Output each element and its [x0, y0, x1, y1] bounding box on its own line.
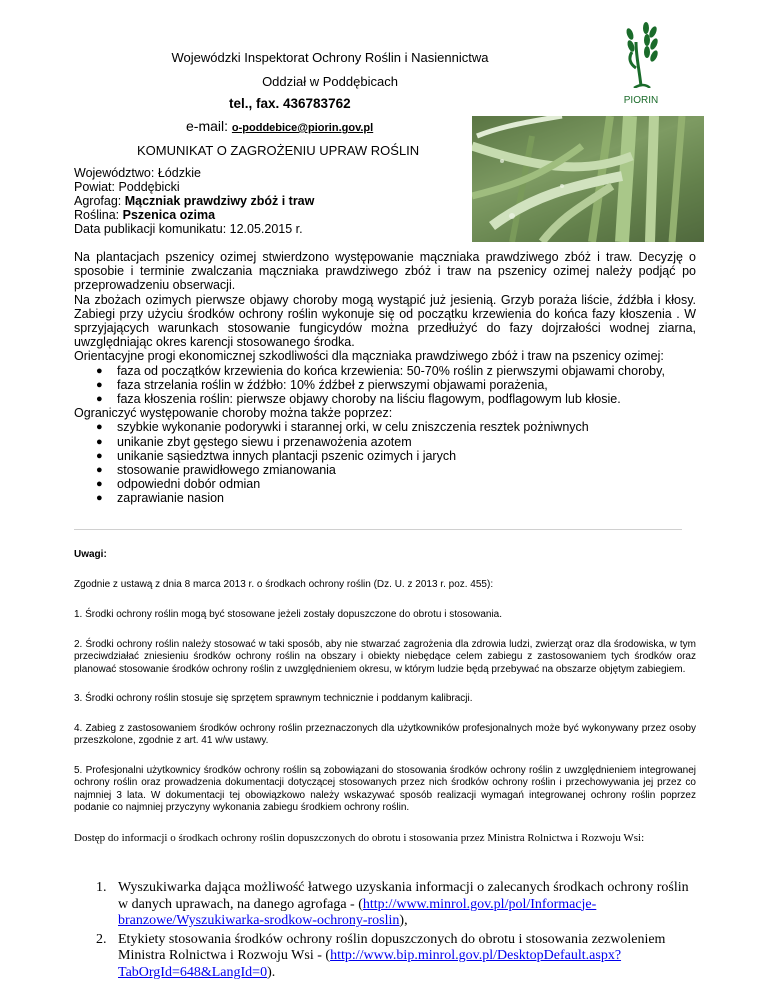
main-body [74, 250, 696, 506]
list-item-text: faza strzelania roślin w źdźbło: 10% źdźbeł z pierwszymi objawami porażenia, [117, 377, 548, 392]
reference-list [74, 880, 696, 981]
meta-region: Województwo: Łódzkie [74, 166, 201, 180]
meta-pest-label: Agrofag: [74, 194, 125, 208]
reference-number: 1. [96, 880, 107, 895]
note-3: 3. Środki ochrony roślin stosuje się sprzętem sprawnym technicznie i poddanym kalibracji. [74, 693, 473, 704]
list-item-text: odpowiedni dobór odmian [117, 477, 261, 492]
list-item-text: unikanie zbyt gęstego siewu i przenawożenia azotem [117, 434, 412, 449]
meta-county: Powiat: Poddębicki [74, 180, 180, 194]
bullet-icon: ● [96, 478, 103, 491]
wheat-photo [472, 116, 704, 242]
bullet-icon: ● [96, 421, 103, 434]
access-info: Dostęp do informacji o środkach ochrony roślin dopuszczonych do obrotu i stosowania przez Ministra Rolnictwa i Rozwoju Wsi: [74, 831, 645, 844]
threshold-list [74, 364, 696, 407]
reference-item [74, 932, 696, 982]
note-4: 4. Zabieg z zastosowaniem środków ochrony roślin przeznaczonych dla użytkowników profesjonalnych może być wykonywany przez osoby przeszkolone, zgodnie z art. 41 w/w ustawy. [74, 722, 696, 746]
page-title: KOMUNIKAT O ZAGROŻENIU UPRAW ROŚLIN [137, 143, 420, 158]
notes-section [74, 549, 696, 844]
bullet-icon: ● [96, 364, 103, 377]
paragraph-prevention: Ograniczyć występowanie choroby można także poprzez: [74, 406, 393, 421]
piorin-logo [606, 18, 676, 104]
bullet-icon: ● [96, 435, 103, 448]
org-name: Wojewódzki Inspektorat Ochrony Roślin i Nasiennictwa [171, 50, 489, 65]
email-label: e-mail: [186, 118, 229, 134]
notes-intro: Zgodnie z ustawą z dnia 8 marca 2013 r. o środkach ochrony roślin (Dz. U. z 2013 r. poz. 455): [74, 578, 494, 590]
list-item [74, 364, 696, 378]
prevention-list [74, 420, 696, 505]
email-link[interactable]: o-poddebice@piorin.gov.pl [231, 122, 374, 134]
reference-tail: ), [399, 913, 408, 928]
logo-text: PIORIN [623, 95, 659, 106]
reference-item [74, 880, 696, 930]
list-item [74, 392, 696, 406]
list-item [74, 378, 696, 392]
list-item [74, 491, 696, 505]
reference-link[interactable]: http://www.minrol.gov.pl/pol/Informacje-branzowe/Wyszukiwarka-srodkow-ochrony-roslin [118, 896, 597, 928]
reference-text: Etykiety stosowania środków ochrony roślin dopuszczonych do obrotu i stosowania zezwoleniem Ministra Rolnictwa i Rozwoju Wsi - ( [118, 931, 666, 963]
meta-crop [74, 208, 474, 222]
notes-heading: Uwagi: [74, 549, 107, 560]
list-item [74, 477, 696, 491]
reference-link[interactable]: http://www.bip.minrol.gov.pl/DesktopDefault.aspx?TabOrgId=648&LangId=0 [118, 948, 622, 980]
reference-tail: ). [267, 964, 276, 980]
list-item-text: szybkie wykonanie podorywki i starannej orki, w celu zniszczenia resztek pożniwnych [117, 420, 589, 435]
bullet-icon: ● [96, 492, 103, 505]
wheat-logo-icon [606, 18, 676, 88]
list-item [74, 435, 696, 449]
meta-pest-value: Mączniak prawdziwy zbóż i traw [124, 194, 315, 208]
wheat-leaves-image [472, 116, 704, 242]
meta-block [74, 166, 474, 236]
list-item-text: stosowanie prawidłowego zmianowania [117, 463, 336, 478]
section-divider [74, 529, 682, 530]
paragraph-thresholds: Orientacyjne progi ekonomicznej szkodliwości dla mączniaka prawdziwego zbóż i traw na pszenicy ozimej: [74, 349, 664, 364]
list-item-text: faza kłoszenia roślin: pierwsze objawy choroby na liściu flagowym, podflagowym lub kłosie. [117, 392, 621, 407]
list-item [74, 449, 696, 463]
email-line [186, 118, 373, 134]
org-phone: tel., fax. 436783762 [229, 96, 351, 111]
meta-pest [74, 194, 474, 208]
bullet-icon: ● [96, 378, 103, 391]
reference-number: 2. [96, 931, 107, 947]
paragraph-intro: Na plantacjach pszenicy ozimej stwierdzono występowanie mączniaka prawdziwego zbóż i traw. Decyzję o sposobie i terminie zwalczania mączniaka prawdziwego zbóż i traw na pszenicy ozimej należy podjąć po przeprowadzeniu obserwacji. [74, 250, 696, 293]
note-1: 1. Środki ochrony roślin mogą być stosowane jeżeli zostały dopuszczone do obrotu i stosowania. [74, 609, 503, 620]
bullet-icon: ● [96, 393, 103, 406]
note-5: 5. Profesjonalni użytkownicy środków ochrony roślin są zobowiązani do stosowania środków ochrony roślin z uwzględnieniem integrowanej ochrony roślin oraz prowadzenia dokumentacji dotyczącej stosowanych przez nich środków ochrony roślin i przechowywania jej przez co najmniej 3 lata. W dokumentacji tej obowiązkowo należy wskazywać sposób realizacji wymagań integrowanej ochrony roślin poprzez podanie co najmniej przyczyny wykonania zabiegu środkiem ochrony roślin. [74, 764, 696, 813]
note-2: 2. Środki ochrony roślin należy stosować w taki sposób, aby nie stwarzać zagrożenia dla zdrowia ludzi, zwierząt oraz dla środowiska, w tym przeciwdziałać zniesieniu środków ochrony roślin na obszary i obiekty niebędące celem zabiegu z zastosowaniem tych środków oraz planować stosowanie środków ochrony roślin z uwzględnieniem okresu, w którym ludzie będą przebywać na obszarze objętym zabiegiem. [74, 638, 696, 675]
bullet-icon: ● [96, 464, 103, 477]
list-item [74, 463, 696, 477]
list-item-text: faza od początków krzewienia do końca krzewienia: 50-70% roślin z pierwszymi objawami choroby, [117, 363, 665, 378]
list-item-text: unikanie sąsiedztwa innych plantacji pszenic ozimych i jarych [117, 448, 457, 463]
list-item-text: zaprawianie nasion [117, 491, 225, 506]
paragraph-symptoms: Na zbożach ozimych pierwsze objawy choroby mogą wystąpić już jesienią. Grzyb poraża liście, źdźbła i kłosy. Zabiegi przy użyciu środków ochrony roślin wykonuje się od początku krzewienia do końca fazy kłoszenia . W sprzyjających warunkach stosowanie fungicydów można przedłużyć do fazy dojrzałości wodnej ziarna, uwzględniając okres karencji stosowanego środka. [74, 292, 696, 350]
org-branch: Oddział w Poddębicach [262, 74, 398, 89]
bullet-icon: ● [96, 449, 103, 462]
meta-crop-label: Roślina: [74, 208, 123, 222]
meta-date: Data publikacji komunikatu: 12.05.2015 r. [74, 222, 303, 236]
list-item [74, 420, 696, 434]
reference-text: Wyszukiwarka dająca możliwość łatwego uzyskania informacji o zalecanych środkach ochrony roślin w danych uprawach, na danego agrofaga - ( [118, 880, 689, 912]
meta-crop-value: Pszenica ozima [122, 208, 216, 222]
